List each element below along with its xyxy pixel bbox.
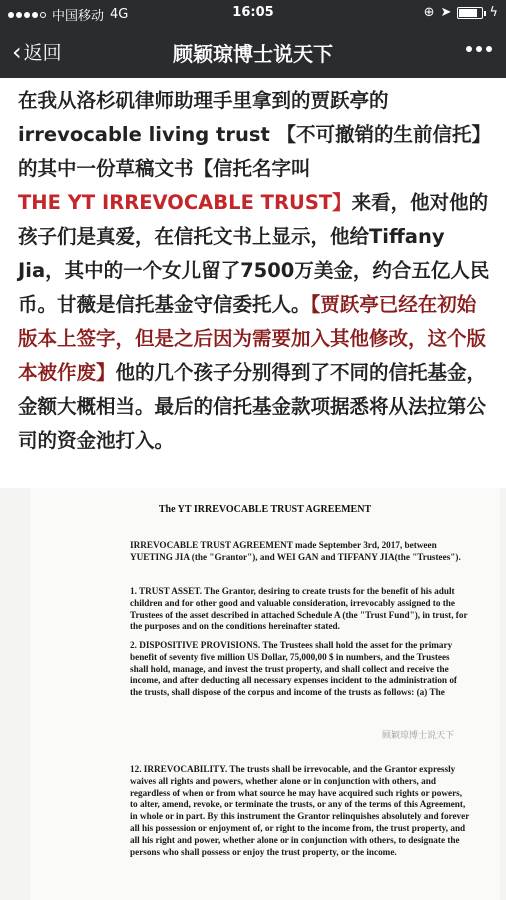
page-title: 顾颖琼博士说天下 [173,42,333,66]
watermark: 顾颖琼博士说天下 [381,730,454,740]
document-paragraph-trust-asset: 1. TRUST ASSET. The Grantor, desiring to create trusts for the benefit of his adult children and for other good and valuable consideration, irrevocably assigned to the Trustees of the asset described in attached Schedule A (the "Trust Fund"), in trust, for the purposes and on the conditions hereinafter stated. [130,586,468,632]
location-icon: ➤ [440,5,452,20]
status-right [424,5,498,20]
signature-note-highlight: 【贾跃亭已经在初始版本上签字，但是之后因为需要加入其他修改，这个版本被作废】 [18,293,487,384]
battery-icon [457,7,483,19]
document-paragraph-irrevocability: 12. IRREVOCABILITY. The trusts shall be irrevocable, and the Grantor expressly waives all rights and powers, whether alone or in conjunction with others, and regardless of when or from what source he may have acquired such rights or powers, to alter, amend, revoke, or terminate the trusts, or any of the terms of this Agreement, in whole or in part. By this instrument the Grantor relinquishes absolutely and forever all his possession or enjoyment of, or right to the income from, the trust property, and all his right and power, whether alone or in conjunction with others, to designate the persons who shall possess or enjoy the trust property, or the income. [130,764,470,857]
chevron-left-icon: ‹ [12,37,22,66]
more-dots-icon [466,46,472,52]
article-text-3: 他的几个孩子分别得到了不同的信托基金，金额大概相当。最后的信托基金款项据悉将从法拉第公司的资金池打入。 [18,361,487,452]
document-paragraph-dispositive: 2. DISPOSITIVE PROVISIONS. The Trustees shall hold the asset for the primary benefit of seventy five million US Dollar, 75,000,00 $ in numbers, and the Trustees shall hold, manage, and invest the trust property, and shall collect and receive the income, and after deducting all necessary expenses incident to the administration of the trusts, shall dispose of the corpus and income of the trusts as follows: (a) The [130,640,457,698]
nav-bar [0,26,506,78]
status-bar [0,0,506,26]
trust-document-image[interactable] [0,488,506,900]
article-body [18,84,490,458]
network-type: 4G [110,7,129,22]
back-label: 返回 [23,42,62,64]
more-options-button[interactable] [466,46,492,52]
rotation-lock-icon: ⊕ [423,5,435,20]
article-text-1: 在我从洛杉矶律师助理手里拿到的贾跃亭的irrevocable living trust 【不可撤销的生前信托】的其中一份草稿文书【信托名字叫 [18,89,482,180]
document-paragraph-intro: IRREVOCABLE TRUST AGREEMENT made September 3rd, 2017, between YUETING JIA (the "Grantor"), and WEI GAN and TIFFANY JIA(the "Trustees"). [130,540,461,562]
article-text-2: 来看，他对他的孩子们是真爱，在信托文书上显示，他给Tiffany Jia，其中的一个女儿留了7500万美金，约合五亿人民币。甘薇是信托基金守信委托人。 [18,191,490,316]
status-time: 16:05 [232,5,274,20]
carrier-name: 中国移动 [52,9,105,24]
document-title: The YT IRREVOCABLE TRUST AGREEMENT [158,504,372,515]
trust-name-highlight: THE YT IRREVOCABLE TRUST】 [18,191,352,214]
back-button[interactable] [12,38,62,65]
document-sheet [30,488,500,900]
charging-icon: ϟ [489,5,498,20]
